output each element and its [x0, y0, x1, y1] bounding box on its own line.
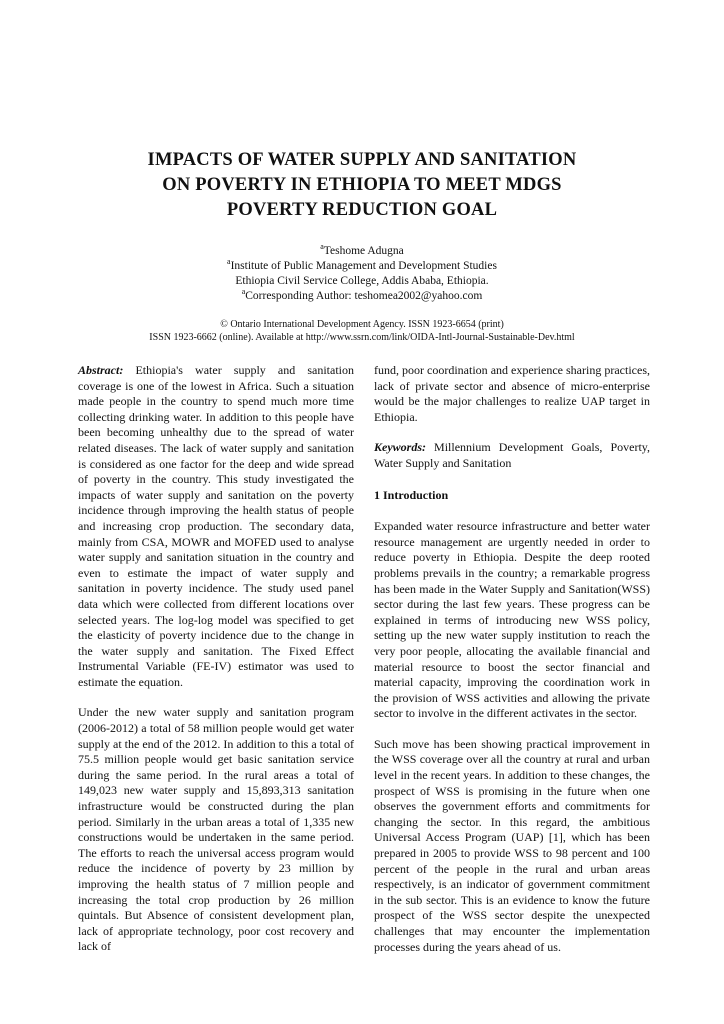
corresponding-author-email: Corresponding Author: teshomea2002@yahoo.com: [245, 290, 483, 302]
author-name: Teshome Adugna: [323, 245, 404, 257]
author-affiliation-college: Ethiopia Civil Service College, Addis Ababa, Ethiopia.: [235, 275, 489, 287]
keywords-label: Keywords:: [374, 440, 426, 455]
keywords-text: Millennium Development Goals, Poverty, Water Supply and Sanitation: [374, 440, 651, 470]
keywords-paragraph: [374, 440, 650, 471]
paper-title-line-1: IMPACTS OF WATER SUPPLY AND SANITATION: [147, 150, 577, 170]
affiliation-marker: a: [227, 257, 231, 267]
introduction-paragraph-2: Such move has been showing practical improvement in the WSS coverage over all the country at rural and urban level in the recent years. In addition to these changes, the prospect of WSS is promising in the future when one observes the government efforts and commitments for changing the sector. In this regard, the ambitious Universal Access Program (UAP) [1], which has been prepared in 2005 to provide WSS to 98 percent and 100 percent of the people in the rural and urban areas respectively, is an indicator of government commitment in the sub sector. This is an evidence to know the future prospect of the WSS sector despite the unexpected challenges that may encounter the implementation processes during the years ahead of us.: [374, 736, 650, 954]
corresponding-author-marker: a: [241, 287, 246, 297]
right-column: [374, 363, 650, 970]
author-affiliation-institute: Institute of Public Management and Development Studies: [230, 260, 497, 272]
authors-block: [0, 244, 724, 304]
left-column: [78, 363, 354, 970]
author-affiliation-marker: a: [320, 242, 324, 252]
author-name-line: [0, 244, 724, 259]
abstract-text: Ethiopia's water supply and sanitation coverage is one of the lowest in Africa. Such a situation made people in the country to spend much more time collecting drinking water. In addition to this people have been becoming unhealthy due to the spread of water related diseases. The lack of water supply and sanitation is considered as one factor for the deep and wide spread of poverty in the country. This study investigated the impacts of water supply and sanitation on the poverty incidence through improving the health status of people and increasing crop production. The secondary data, mainly from CSA, MOWR and MOFED used to analyse water supply and sanitation situation in the country and even to estimate the impact of water supply and sanitation in poverty incidence. The study used panel data which were collected from different locations over selected years. The log-log model was specified to get the elasticity of poverty incidence due to the change in the water supply and sanitation. The Fixed Effect Instrumental Variable (FE-IV) estimator was used to estimate the equation.: [78, 363, 354, 689]
two-column-body: [0, 363, 724, 970]
paper-title-line-3: POVERTY REDUCTION GOAL: [226, 200, 498, 220]
abstract-paragraph-2: Under the new water supply and sanitation program (2006-2012) a total of 58 million people would get water supply at the end of the 2012. In addition to this a total of 75.5 million people would get basic sanitation service during the same period. In the rural areas a total of 149,023 new water supply and 15,893,313 sanitation infrastructure would be constructed during the plan period. Similarly in the urban areas a total of 1,335 new constructions would be undertaken in the same period. The efforts to reach the universal access program would reduce the incidence of poverty by 23 million by improving the health status of 7 million people and increasing the total crop production by 26 million quintals. But Absence of consistent development plan, lack of appropriate technology, poor cost recovery and lack of: [78, 705, 354, 954]
imprint-issn-print: © Ontario International Development Agency. ISSN 1923-6654 (print): [220, 319, 504, 330]
paper-title: [0, 148, 724, 223]
author-affiliation-line-1: [0, 259, 724, 274]
abstract-paragraph: [78, 363, 354, 690]
abstract-label: Abstract:: [78, 363, 124, 377]
corresponding-author-line: [0, 289, 724, 304]
author-affiliation-line-2: [0, 274, 724, 289]
section-heading-introduction: 1 Introduction: [374, 487, 449, 502]
introduction-paragraph-1: Expanded water resource infrastructure and better water resource management are urgently needed in order to reduce poverty in Ethiopia. Despite the deep rooted problems prevails in the country; a remarkable progress has been made in the Water Supply and Sanitation(WSS) sector during the last few years. These progress can be explained in terms of introducing new WSS policy, setting up the new water supply institution to reach the very poor people, allocating the available financial and material resource to boost the sector financial and material capacity, improving the coordination work in the provision of WSS activities and allowing the private sector to involve in the different activates in the sector.: [374, 519, 650, 721]
abstract-continuation-paragraph: fund, poor coordination and experience sharing practices, lack of private sector and absence of micro-enterprise would be the major challenges to realize UAP target in Ethiopia.: [374, 363, 650, 424]
paper-title-line-2: ON POVERTY IN ETHIOPIA TO MEET MDGS: [162, 175, 562, 195]
journal-imprint: [0, 318, 724, 344]
imprint-issn-online-url: ISSN 1923-6662 (online). Available at http://www.ssrn.com/link/OIDA-Intl-Journal-Sustainable-Dev.html: [149, 332, 575, 343]
